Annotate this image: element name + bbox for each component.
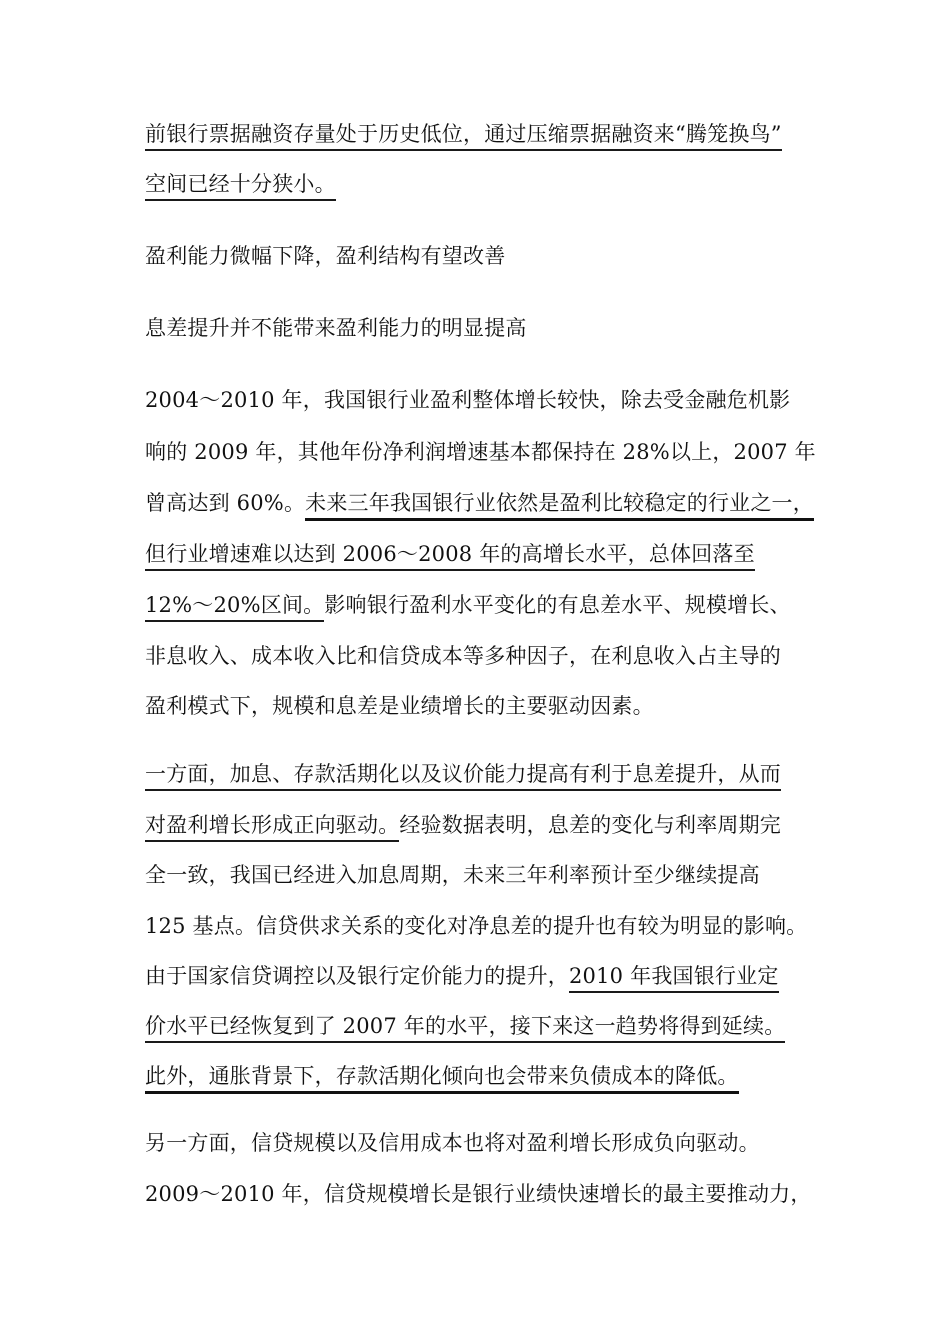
- underlined-text: 对盈利增长形成正向驱动。: [145, 813, 399, 842]
- text-line: [145, 908, 807, 944]
- text-line: [145, 1008, 785, 1044]
- underlined-text: 价水平已经恢复到了 2007 年的水平，接下来这一趋势将得到延续。: [145, 1014, 785, 1043]
- body-text: 2004～2010 年，我国银行业盈利整体增长较快，除去受金融危机影: [145, 388, 791, 412]
- underlined-text: 但行业增速难以达到 2006～2008 年的高增长水平，总体回落至: [145, 542, 755, 571]
- text-line: [145, 1176, 812, 1212]
- body-text: 曾高达到 60%。: [145, 491, 306, 515]
- body-text: 125 基点。信贷供求关系的变化对净息差的提升也有较为明显的影响。: [145, 914, 808, 938]
- text-line: [145, 638, 781, 674]
- text-line: [145, 958, 779, 994]
- subsection-heading: [145, 310, 527, 346]
- underlined-text: 此外，通胀背景下，存款活期化倾向也会带来负债成本的降低。: [145, 1064, 739, 1094]
- text-line: [145, 485, 814, 521]
- text-line: [145, 382, 790, 418]
- heading-text: 盈利能力微幅下降，盈利结构有望改善: [145, 244, 506, 268]
- underlined-text: 空间已经十分狭小。: [145, 172, 336, 201]
- underlined-text: 未来三年我国银行业依然是盈利比较稳定的行业之一，: [305, 491, 814, 521]
- body-text: 全一致，我国已经进入加息周期，未来三年利率预计至少继续提高: [145, 863, 760, 887]
- body-text: 非息收入、成本收入比和信贷成本等多种因子，在利息收入占主导的: [145, 644, 781, 668]
- body-text: 经验数据表明，息差的变化与利率周期完: [399, 813, 782, 837]
- text-line: [145, 166, 336, 202]
- text-line: [145, 688, 654, 724]
- body-text: 影响银行盈利水平变化的有息差水平、规模增长、: [324, 593, 791, 617]
- body-text: 2009～2010 年，信贷规模增长是银行业绩快速增长的最主要推动力，: [145, 1182, 812, 1206]
- heading-text: 息差提升并不能带来盈利能力的明显提高: [145, 316, 527, 340]
- text-line: [145, 434, 816, 470]
- body-text: 由于国家信贷调控以及银行定价能力的提升，: [145, 964, 569, 988]
- text-line: [145, 756, 781, 792]
- text-line: [145, 1125, 760, 1161]
- underlined-text: 前银行票据融资存量处于历史低位，通过压缩票据融资来“腾笼换鸟”: [145, 122, 782, 151]
- text-line: [145, 116, 782, 152]
- text-line: [145, 1058, 739, 1094]
- section-heading: [145, 238, 505, 274]
- underlined-text: 2010 年我国银行业定: [569, 964, 779, 993]
- text-line: [145, 807, 781, 843]
- underlined-text: 12%～20%区间。: [145, 593, 324, 622]
- body-text: 另一方面，信贷规模以及信用成本也将对盈利增长形成负向驱动。: [145, 1131, 760, 1155]
- text-line: [145, 536, 755, 572]
- underlined-text: 一方面，加息、存款活期化以及议价能力提高有利于息差提升，从而: [145, 762, 781, 791]
- body-text: 盈利模式下，规模和息差是业绩增长的主要驱动因素。: [145, 694, 654, 718]
- text-line: [145, 857, 760, 893]
- text-line: [145, 587, 791, 623]
- body-text: 响的 2009 年，其他年份净利润增速基本都保持在 28%以上，2007 年: [145, 440, 816, 464]
